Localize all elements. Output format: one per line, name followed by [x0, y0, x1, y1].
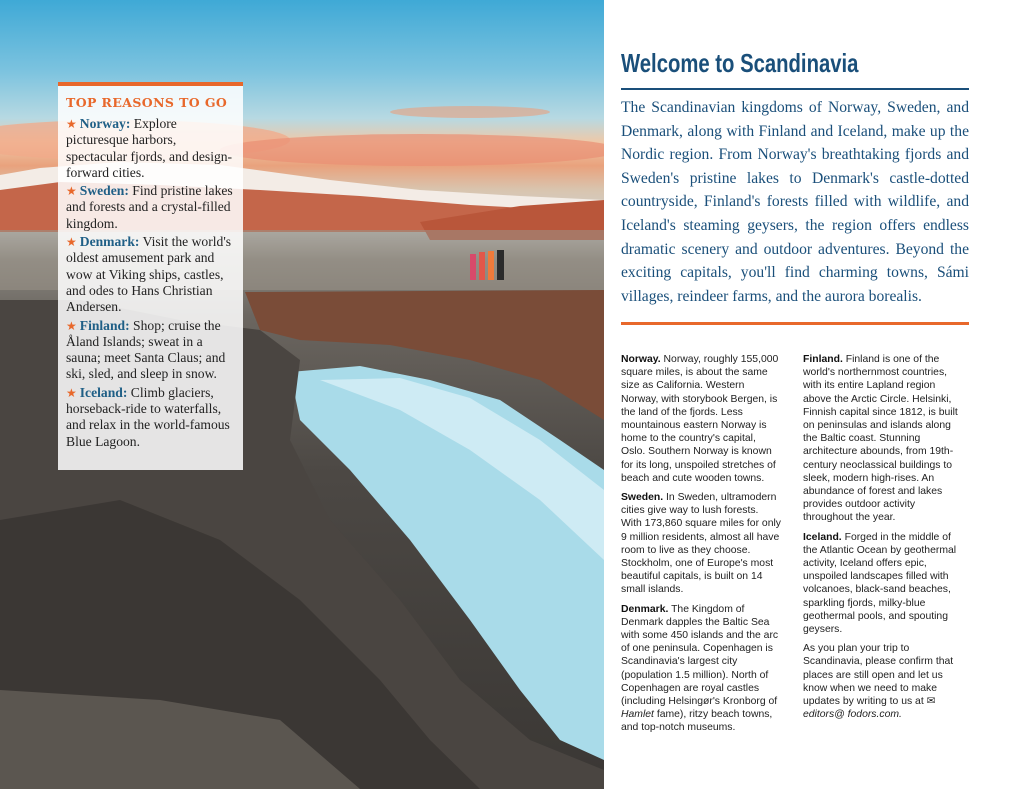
closing-text: As you plan your trip to Scandinavia, please confirm that places are still open and let us know when we need to make updates by writing to us at — [803, 643, 954, 708]
email-icon: ✉ — [926, 696, 936, 708]
norway-text: Norway, roughly 155,000 square miles, is about the same size as California. Western Norway, with storybook Bergen, is the land of the fjords. Less mountainous eastern Norway is home to the country's capital, Oslo. Southern Norway is known for its long, unspoiled stretches of beach and cute wooden towns. — [621, 354, 779, 484]
closing-paragraph — [803, 642, 963, 721]
star-icon: ★ — [66, 235, 77, 250]
reason-text-sweden: Find pristine lakes and forests and a crystal-filled kingdom. — [66, 183, 233, 231]
reason-item-iceland — [66, 385, 235, 450]
denmark-paragraph — [621, 603, 781, 735]
finland-text: Finland is one of the world's northernmost countries, with its entire Lapland region above the Arctic Circle. Helsinki, Finnish capital since 1812, is built on peninsulas and islands along the Baltic coast. Stunning architecture abounds, from 19th-century neoclassical buildings to sleek, modern high-rises. An abundance of forest and lakes provides outdoor activity throughout the year. — [803, 354, 958, 524]
reason-text-iceland: Climb glaciers, horseback-ride to waterfalls, and relax in the world-famous Blue Lagoon. — [66, 384, 230, 449]
denmark-text-after: fame), ritzy beach towns, and top-notch museums. — [621, 709, 773, 734]
finland-paragraph — [803, 353, 963, 525]
iceland-lead: Iceland. — [803, 531, 842, 543]
page-title: Welcome to Scandinavia — [621, 48, 859, 78]
section-divider — [621, 322, 969, 325]
body-column-left — [621, 353, 781, 741]
denmark-text: The Kingdom of Denmark dapples the Baltic Sea with some 450 islands and the arc of one peninsula. Copenhagen is Scandinavia's largest city (population 1.5 million). North of Copenhagen are royal castles (including Helsingør's Kronborg of — [621, 603, 779, 708]
reason-text-finland: Shop; cruise the Åland Islands; sweat in a sauna; meet Santa Claus; and ski, sled, and sleep in snow. — [66, 317, 226, 382]
reason-item-sweden — [66, 183, 235, 232]
iceland-text: Forged in the middle of the Atlantic Ocean by geothermal activity, Iceland offers epic, unspoiled landscapes filled with volcanoes, black-sand beaches, sparkling fjords, milky-blue geothermal pools, and spouting geysers. — [803, 531, 957, 636]
intro-paragraph: The Scandinavian kingdoms of Norway, Sweden, and Denmark, along with Finland and Iceland, make up the Nordic region. From Norway's breathtaking fjords and Sweden's pristine lakes to Denmark's castle-dotted countryside, Finland's forests filled with wildlife, and Iceland's steaming geysers, the region offers endless dramatic scenery and outdoor adventures. Beyond the exciting capitals, you'll find charming towns, Sámi villages, reindeer farms, and the aurora borealis. — [621, 99, 969, 305]
sweden-paragraph — [621, 491, 781, 597]
body-column-right — [803, 353, 963, 727]
finland-lead: Finland. — [803, 354, 843, 365]
editors-email-link[interactable]: editors@ fodors.com. — [803, 709, 902, 721]
title-underline — [621, 88, 969, 90]
top-reasons-heading: TOP REASONS TO GO — [66, 95, 228, 110]
reason-item-denmark — [66, 234, 235, 315]
reason-place-denmark: Denmark: — [79, 234, 140, 250]
sweden-lead: Sweden. — [621, 492, 664, 504]
star-icon: ★ — [66, 385, 77, 400]
reason-item-norway — [66, 116, 235, 181]
denmark-lead: Denmark. — [621, 603, 669, 615]
star-icon: ★ — [66, 117, 77, 131]
norway-lead: Norway. — [621, 354, 661, 365]
norway-paragraph — [621, 353, 781, 485]
reason-place-finland: Finland: — [79, 317, 130, 333]
star-icon: ★ — [66, 318, 77, 333]
sweden-text: In Sweden, ultramodern cities give way to lush forests. With 173,860 square miles for only 9 million residents, almost all have room to live as they choose. Stockholm, one of Europe's most beautiful capitals, is built on 14 small islands. — [621, 492, 781, 596]
reason-place-sweden: Sweden: — [79, 183, 129, 199]
denmark-italic-title: Hamlet — [621, 709, 654, 721]
reason-place-norway: Norway: — [79, 116, 131, 131]
reason-text-denmark: Visit the world's oldest amusement park and wow at Viking ships, castles, and odes to Hans Christian Andersen. — [66, 234, 232, 315]
star-icon: ★ — [66, 184, 77, 199]
top-reasons-box — [58, 82, 243, 470]
reason-place-iceland: Iceland: — [79, 384, 128, 400]
reason-text-norway: Explore picturesque harbors, spectacular fjords, and design-forward cities. — [66, 116, 233, 180]
iceland-paragraph — [803, 531, 963, 637]
reason-item-finland — [66, 318, 235, 383]
